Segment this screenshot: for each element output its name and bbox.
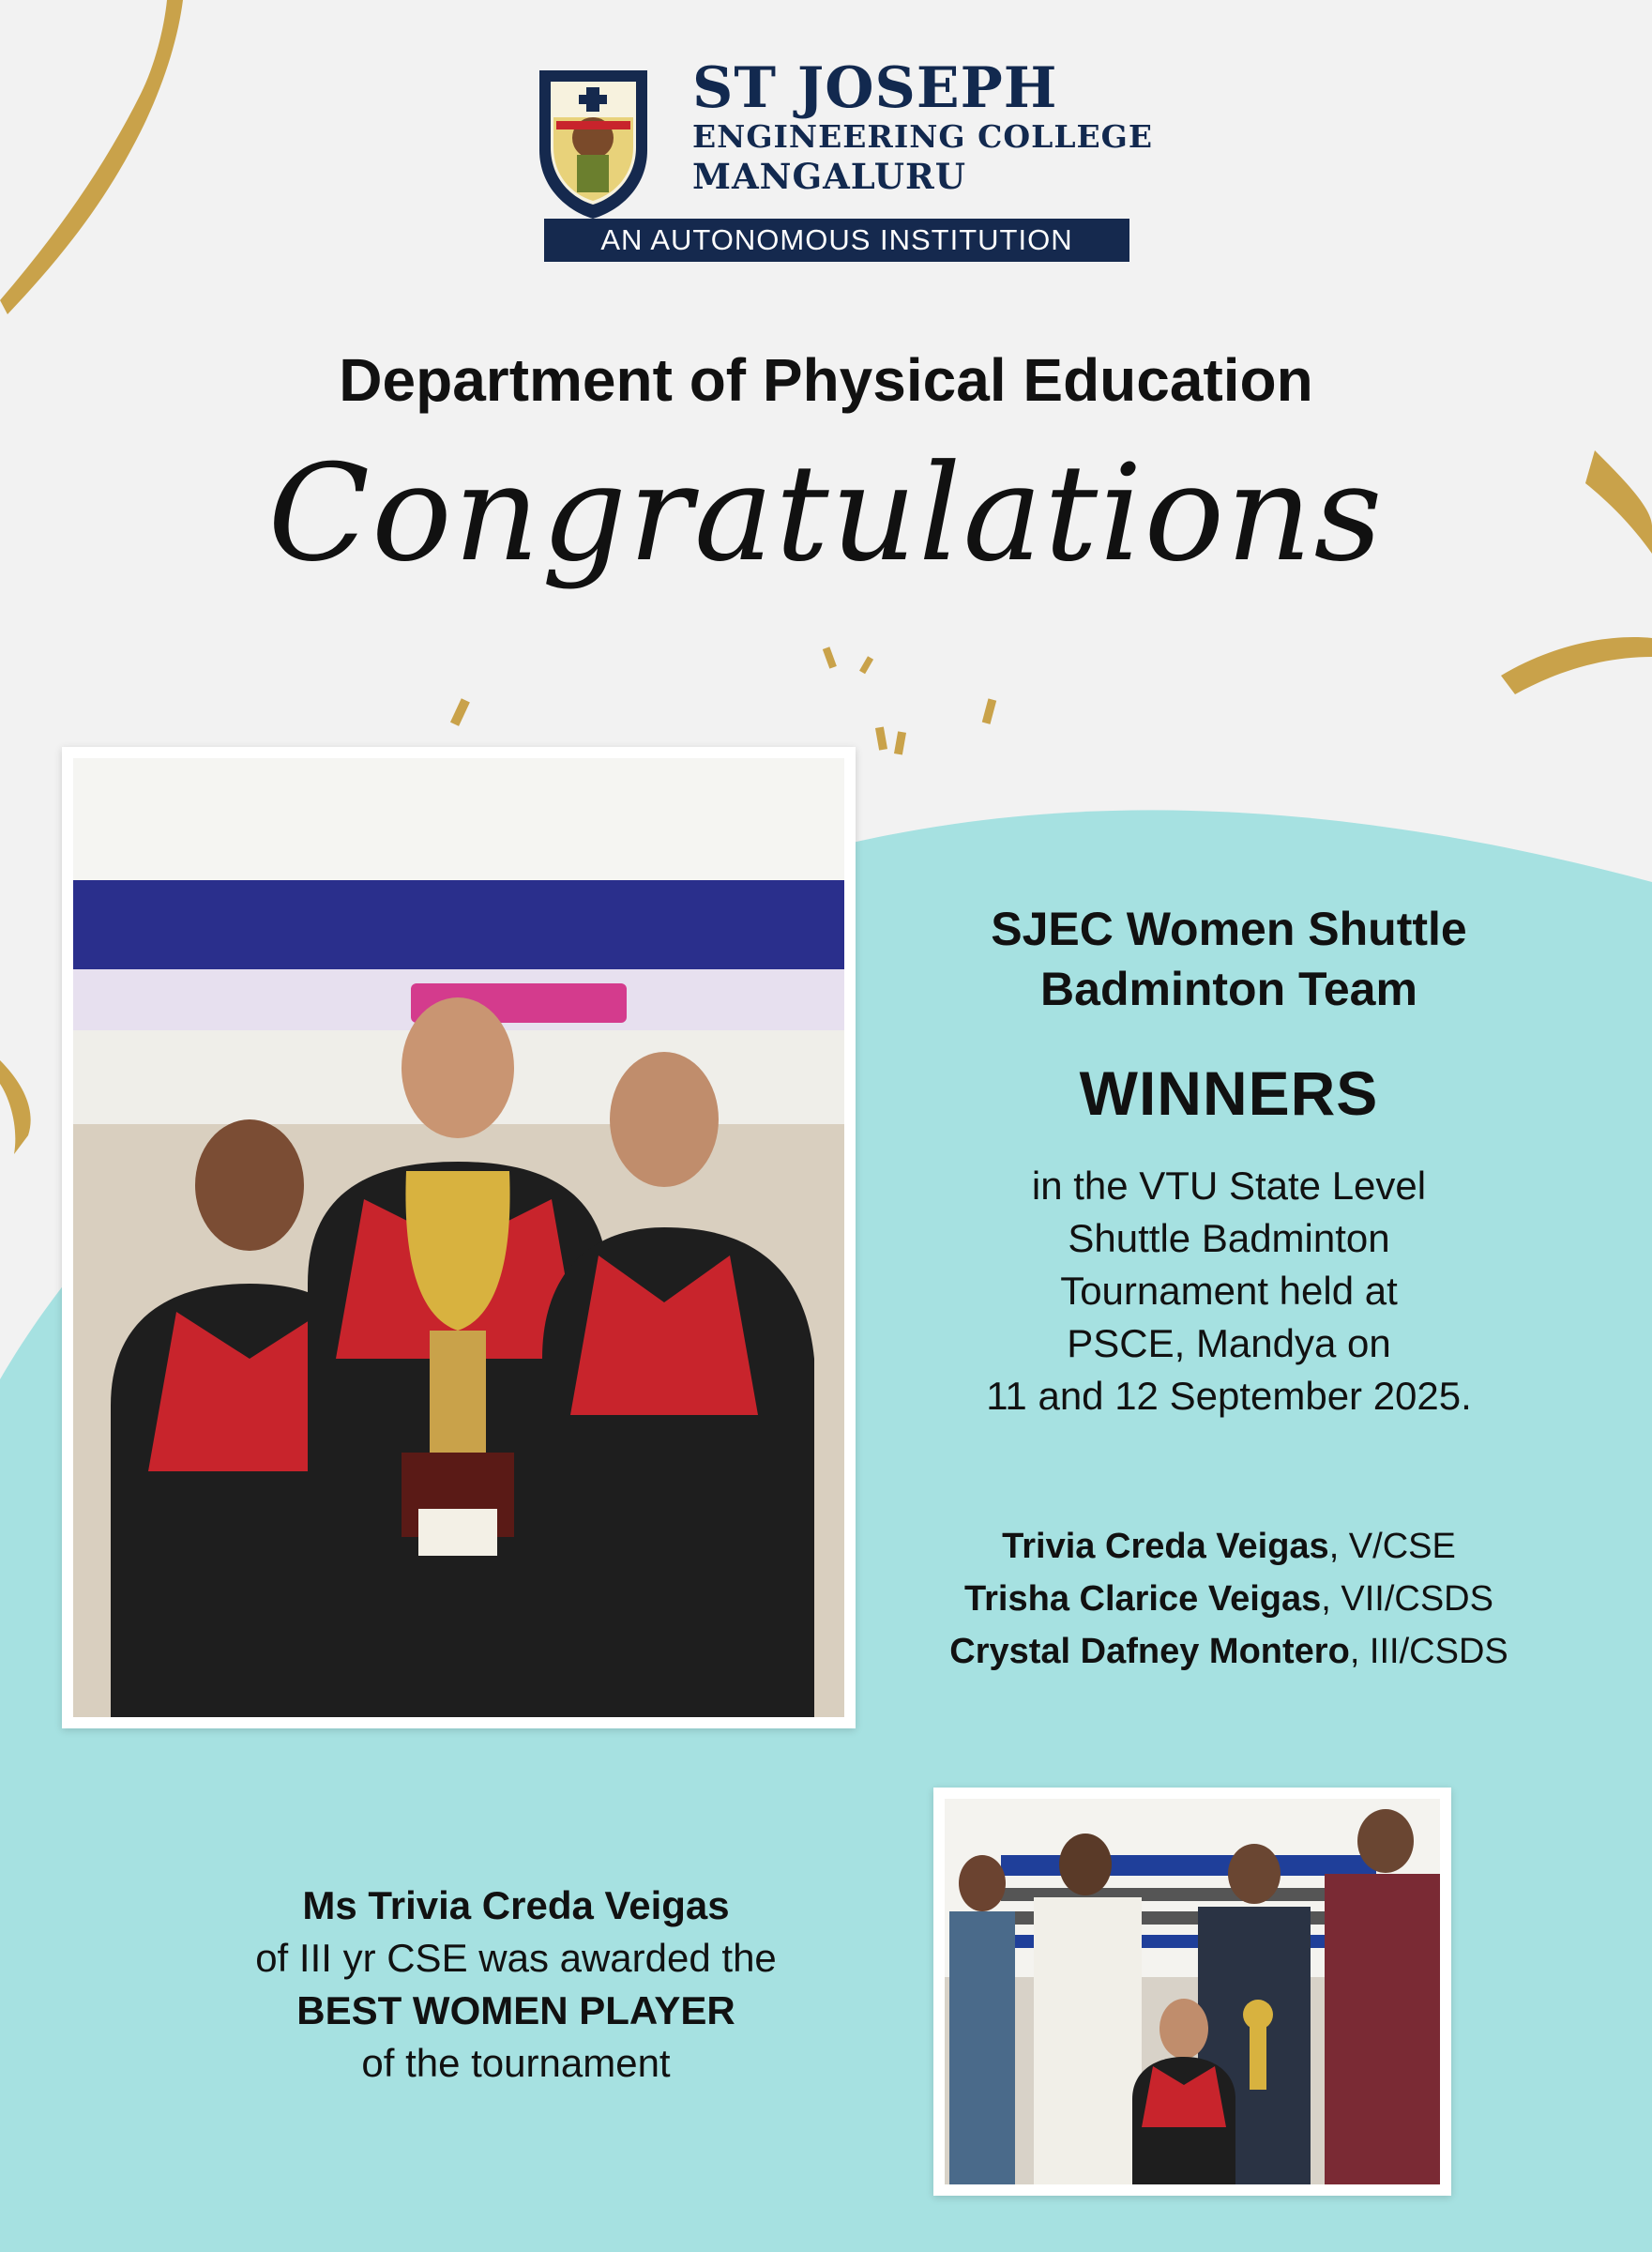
member-name: Trivia Creda Veigas xyxy=(1002,1527,1329,1566)
award-photo xyxy=(933,1788,1451,2196)
member-name: Crystal Dafney Montero xyxy=(949,1632,1350,1671)
desc-line: 11 and 12 September 2025. xyxy=(986,1374,1472,1418)
college-name-line2: ENGINEERING COLLEGE xyxy=(692,118,1154,155)
college-crest xyxy=(530,61,657,221)
tournament-description xyxy=(872,1160,1585,1423)
gold-ribbon-top-left xyxy=(0,0,183,314)
college-name-line3: MANGALURU xyxy=(692,156,967,197)
desc-line: in the VTU State Level xyxy=(1031,1164,1427,1208)
member-info: , V/CSE xyxy=(1328,1527,1456,1566)
gold-ribbon-left-mid xyxy=(0,1060,31,1154)
congratulations-headline: Congratulations xyxy=(267,436,1385,591)
member-info: , III/CSDS xyxy=(1349,1632,1508,1671)
college-name xyxy=(692,55,1154,197)
desc-line: Shuttle Badminton xyxy=(1068,1216,1390,1260)
member-info: , VII/CSDS xyxy=(1321,1579,1493,1619)
award-recipient: Ms Trivia Creda Veigas xyxy=(302,1883,730,1927)
member-item xyxy=(872,1573,1585,1625)
college-name-line1: ST JOSEPH xyxy=(692,55,1058,121)
award-line: of the tournament xyxy=(361,2041,671,2085)
member-item xyxy=(872,1520,1585,1573)
team-members xyxy=(872,1520,1585,1678)
member-name: Trisha Clarice Veigas xyxy=(964,1579,1322,1619)
autonomous-banner: AN AUTONOMOUS INSTITUTION xyxy=(544,219,1129,262)
award-title: BEST WOMEN PLAYER xyxy=(296,1988,735,2032)
team-name-line2: Badminton Team xyxy=(1040,963,1417,1015)
best-player-award xyxy=(169,1879,863,2090)
award-line: of III yr CSE was awarded the xyxy=(255,1936,777,1980)
winners-heading: WINNERS xyxy=(1079,1058,1379,1128)
department-title: Department of Physical Education xyxy=(339,346,1313,414)
gold-confetti xyxy=(450,647,996,754)
desc-line: Tournament held at xyxy=(1060,1269,1398,1313)
desc-line: PSCE, Mandya on xyxy=(1067,1321,1391,1365)
team-name-line1: SJEC Women Shuttle xyxy=(991,903,1467,955)
team-photo xyxy=(62,747,856,1728)
team-name xyxy=(872,899,1585,1019)
member-item xyxy=(872,1625,1585,1678)
